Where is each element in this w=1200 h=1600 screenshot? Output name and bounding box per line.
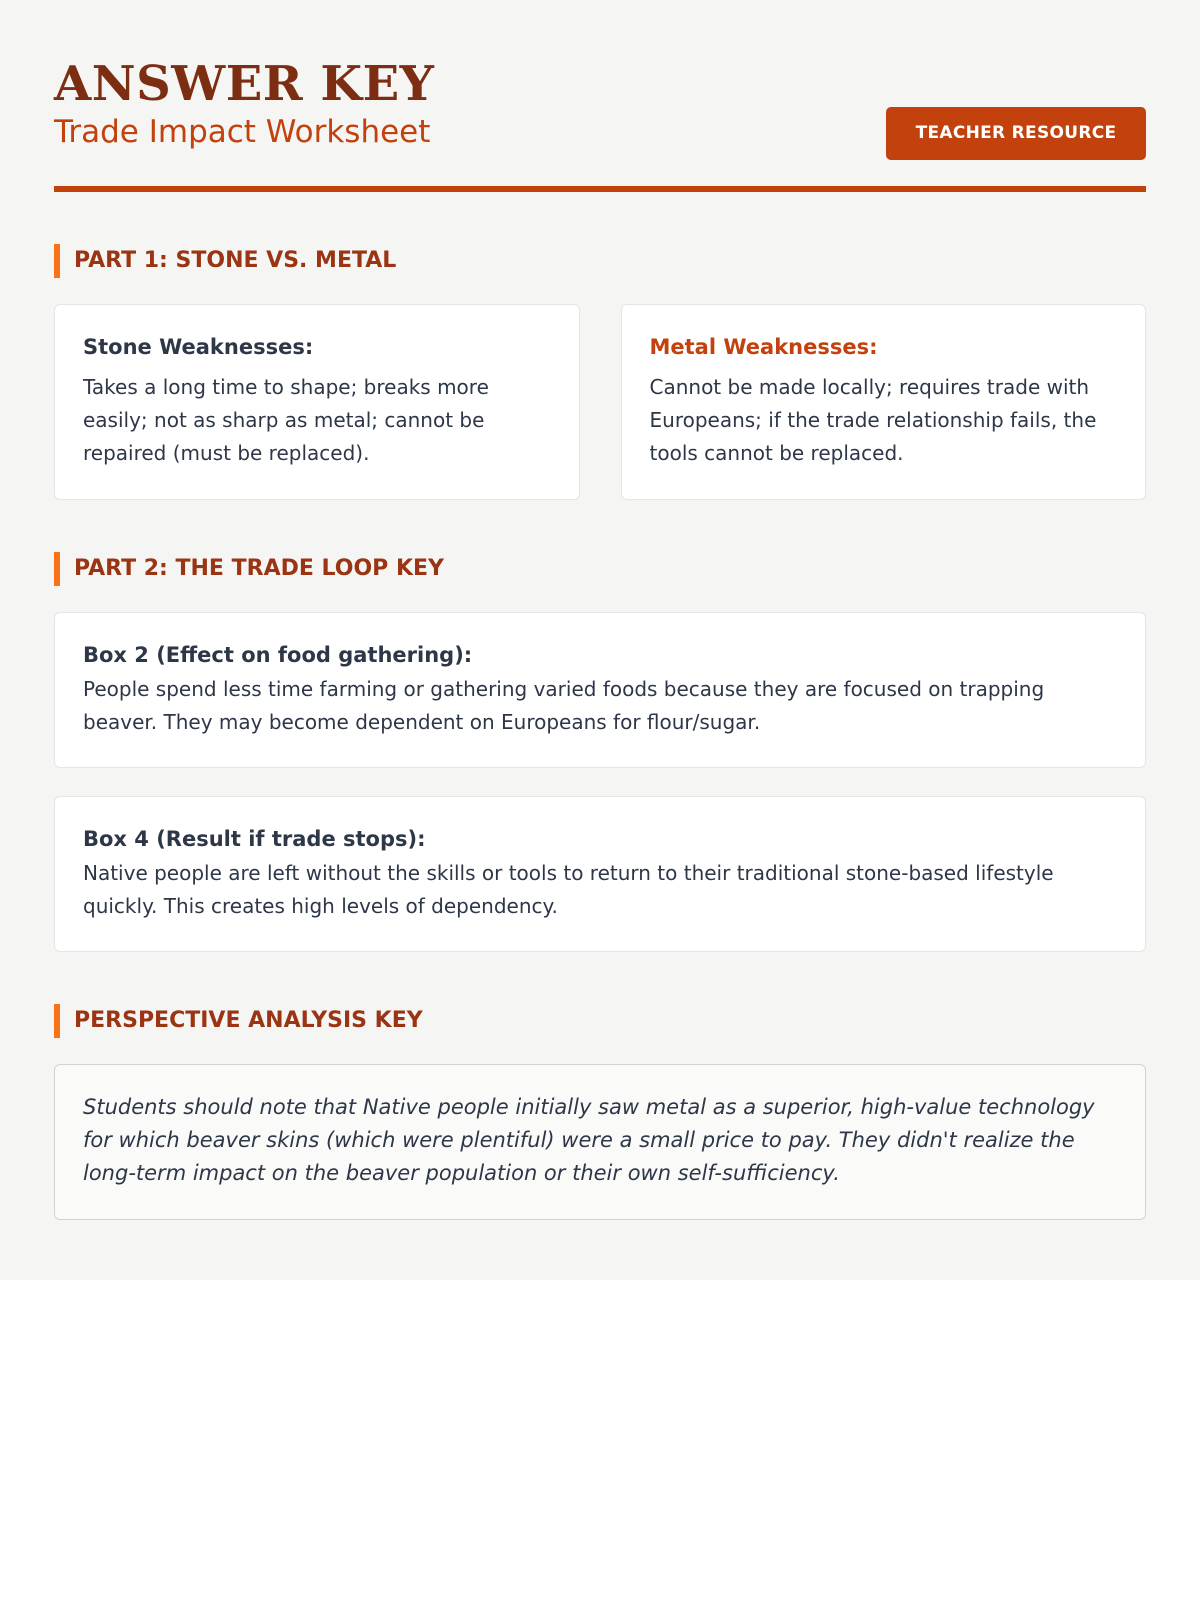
part1-section <box>54 244 1146 500</box>
perspective-heading: PERSPECTIVE ANALYSIS KEY <box>54 1004 1146 1038</box>
stone-weaknesses-title: Stone Weaknesses: <box>83 335 314 359</box>
metal-weaknesses-card <box>621 304 1147 500</box>
box4-text: Native people are left without the skills or tools to return to their traditional stone-based lifestyle quickly. This creates high levels of dependency. <box>83 861 1054 918</box>
page-header <box>54 56 1146 192</box>
part1-cards <box>54 304 1146 500</box>
perspective-section <box>54 1004 1146 1220</box>
part1-heading: PART 1: STONE VS. METAL <box>54 244 1146 278</box>
stone-weaknesses-card <box>54 304 580 500</box>
teacher-resource-badge: TEACHER RESOURCE <box>886 107 1146 160</box>
perspective-analysis-text: Students should note that Native people initially saw metal as a superior, high-value technology for which beaver skins (which were plentiful) were a small price to pay. They didn't realize the long-term impact on the beaver population or their own self-sufficiency. <box>54 1064 1146 1220</box>
box4-title: Box 4 (Result if trade stops): <box>83 827 426 851</box>
metal-weaknesses-text: Cannot be made locally; requires trade with Europeans; if the trade relationship fails, the tools cannot be replaced. <box>649 375 1097 465</box>
part2-section <box>54 552 1146 952</box>
page-subtitle: Trade Impact Worksheet <box>54 114 431 150</box>
part2-heading: PART 2: THE TRADE LOOP KEY <box>54 552 1146 586</box>
stone-weaknesses-text: Takes a long time to shape; breaks more easily; not as sharp as metal; cannot be repaired (must be replaced). <box>83 375 489 465</box>
metal-weaknesses-title: Metal Weaknesses: <box>649 335 878 359</box>
box2-card <box>54 612 1146 768</box>
box4-card <box>54 796 1146 952</box>
box2-text: People spend less time farming or gathering varied foods because they are focused on trapping beaver. They may become dependent on Europeans for flour/sugar. <box>83 677 1045 734</box>
page-title: ANSWER KEY <box>54 56 435 112</box>
box2-title: Box 2 (Effect on food gathering): <box>83 643 473 667</box>
